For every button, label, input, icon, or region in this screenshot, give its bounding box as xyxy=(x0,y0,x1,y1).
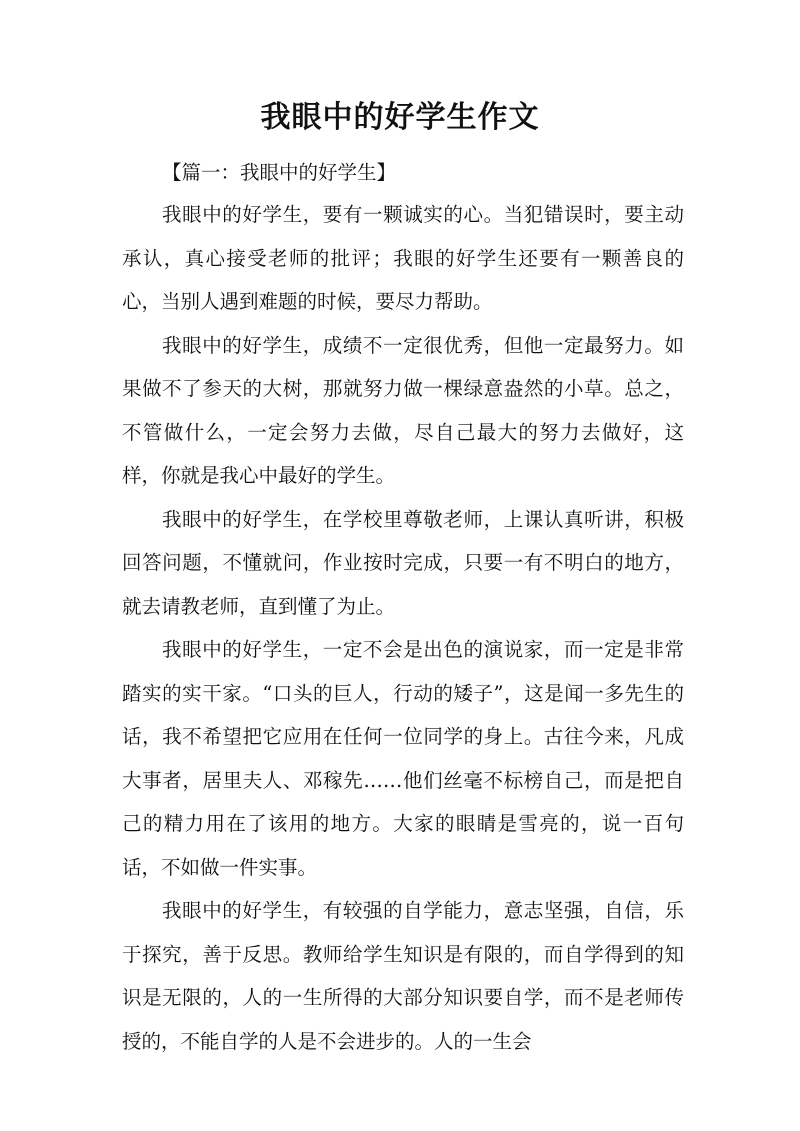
paragraph: 我眼中的好学生，有较强的自学能力，意志坚强，自信，乐于探究，善于反思。教师给学生知识是有限的，而自学得到的知识是无限的，人的一生所得的大部分知识要自学，而不是老师传授的，不能自学的人是不会进步的。人的一生会 xyxy=(122,899,684,1053)
paragraph: 我眼中的好学生，要有一颗诚实的心。当犯错误时，要主动承认，真心接受老师的批评；我眼的好学生还要有一颗善良的心，当别人遇到难题的时候，要尽力帮助。 xyxy=(122,203,684,313)
paragraph: 我眼中的好学生，一定不会是出色的演说家，而一定是非常踏实的实干家。“口头的巨人，行动的矮子”，这是闻一多先生的话，我不希望把它应用在任何一位同学的身上。古往今来，凡成大事者，居里夫人、邓稼先……他们丝毫不标榜自己，而是把自己的精力用在了该用的地方。大家的眼睛是雪亮的，说一百句话，不如做一件实事。 xyxy=(122,638,684,879)
paragraph: 我眼中的好学生，成绩不一定很优秀，但他一定最努力。如果做不了参天的大树，那就努力做一棵绿意盎然的小草。总之，不管做什么，一定会努力去做，尽自己最大的努力去做好，这样，你就是我心中最好的学生。 xyxy=(122,333,684,487)
document-body xyxy=(122,153,684,1063)
paragraph: 我眼中的好学生，在学校里尊敬老师，上课认真听讲，积极回答问题，不懂就问，作业按时完成，只要一有不明白的地方，就去请教老师，直到懂了为止。 xyxy=(122,507,684,618)
page-title: 我眼中的好学生作文 xyxy=(260,100,540,135)
section-heading: 【篇一：我眼中的好学生】 xyxy=(162,161,397,184)
